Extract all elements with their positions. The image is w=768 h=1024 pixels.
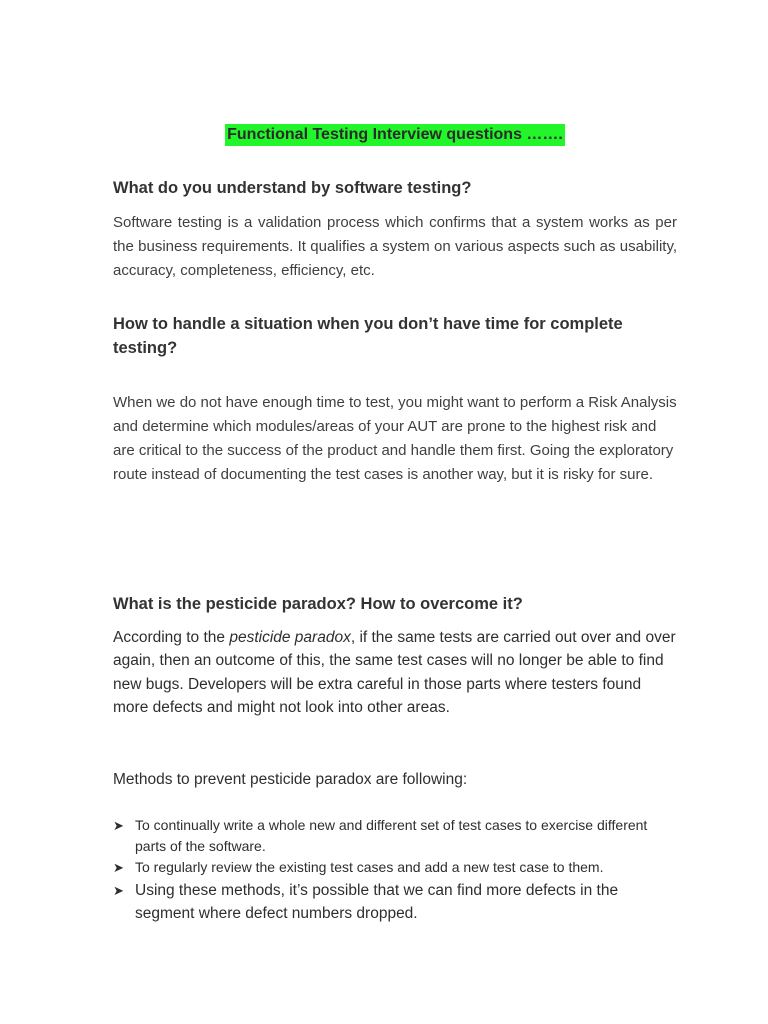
answer-3-emphasis: pesticide paradox [229, 629, 351, 646]
answer-3-paragraph [113, 626, 677, 719]
list-item [113, 857, 677, 878]
question-1-heading: What do you understand by software testing? [113, 179, 472, 197]
document-title: Functional Testing Interview questions ……. [225, 124, 565, 146]
list-item-text: To regularly review the existing test cases and add a new test case to them. [135, 859, 604, 875]
arrowhead-bullet-icon: ➤ [113, 818, 124, 833]
answer-3-prefix: According to the [113, 629, 230, 646]
list-item-text: Using these methods, it’s possible that we can find more defects in the segment where defect numbers dropped. [135, 882, 619, 922]
question-3-heading: What is the pesticide paradox? How to overcome it? [113, 595, 523, 613]
title-container [113, 124, 677, 146]
list-item [113, 879, 677, 925]
methods-list [113, 815, 677, 925]
arrowhead-bullet-icon: ➤ [113, 883, 124, 898]
answer-3-suffix: , if the same tests are carried out over and over again, then an outcome of this, the same test cases will no longer be able to find new bugs. Developers will be extra careful in those parts where testers found more defects and might not look into other areas. [113, 629, 676, 716]
list-item-text: To continually write a whole new and different set of test cases to exercise different parts of the software. [135, 817, 648, 854]
answer-2-paragraph: When we do not have enough time to test, you might want to perform a Risk Analysis and determine which modules/areas of your AUT are prone to the highest risk and are critical to the success of the product and handle them first. Going the exploratory route instead of documenting the test cases is another way, but it is risky for sure. [113, 394, 677, 483]
list-item [113, 815, 677, 857]
answer-1-paragraph: Software testing is a validation process which confirms that a system works as per the business requirements. It qualifies a system on various aspects such as usability, accuracy, completeness, efficiency, etc. [113, 214, 677, 279]
arrowhead-bullet-icon: ➤ [113, 860, 124, 875]
methods-intro: Methods to prevent pesticide paradox are following: [113, 771, 468, 788]
question-2-heading: How to handle a situation when you don’t have time for complete testing? [113, 315, 623, 357]
